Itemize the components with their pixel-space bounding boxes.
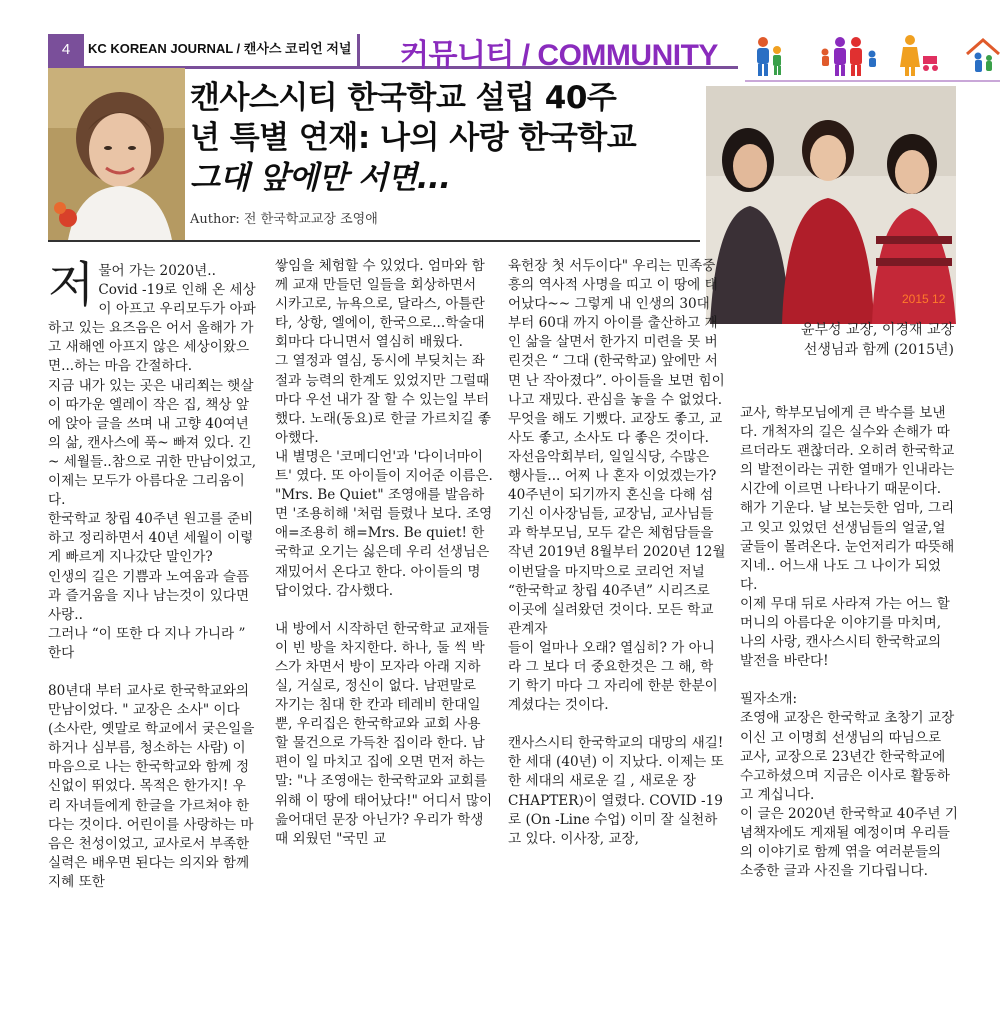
paragraph: 육헌장 첫 서두이다" 우리는 민족중흥의 역사적 사명을 띠고 이 땅에 태어났다~~ 그렇게 내 인생의 30대 부터 60대 까지 아이를 출산하고 개인 삶을 살면서 한가지 미련을 못 버린것은 “ 그대 (한국학교) 앞에만 서면 난 작아졌다”. 아이들을 보면 힘이 나고 재밌다. 관심을 놓을 수 없었다. 무엇을 해도 기뻤다. 교장도 좋고, 교사도 좋고, 소사도 다 좋은 것이다. 자선음악회부터, 일일식당, 수많은 행사들... 어찌 나 혼자 이었겠는가? [508, 258, 725, 485]
title-line-3: 그대 앞에만 서면... [190, 160, 451, 196]
paragraph: 쌓임을 체험할 수 있었다. 엄마와 함께 교재 만들던 일들을 회상하면서 시카고로, 뉴욕으로, 달라스, 아틀란타, 상항, 엘에이, 한국으로...학술대회마다 다니면서 열심히 배웠다. [275, 258, 485, 351]
article-column-3 [508, 257, 726, 849]
title-line-2: 년 특별 연재: 나의 사랑 한국학교 [190, 120, 637, 156]
paragraph: 그러나 “이 또한 다 지나 가니라 ” 한다 [48, 625, 246, 661]
group-photo-image [706, 86, 956, 324]
author-portrait-image [48, 68, 185, 240]
family-icon [757, 35, 999, 76]
photo-caption [706, 320, 954, 360]
article-author: Author: 전 한국학교교장 조영애 [190, 212, 378, 227]
author-portrait [48, 68, 185, 240]
bio-heading: 필자소개: [740, 691, 798, 708]
article-column-2 [275, 257, 493, 849]
paragraph: 지금 내가 있는 곳은 내리쬐는 햇살이 따가운 엘레이 작은 집, 책상 앞에 앉아 글을 쓰며 내 고향 40여년의 삶, 캔사스에 푹~ 빠져 있다. 긴~ 세월들..참으로 귀한 만남이었고, 이제는 모두가 아름다운 그리움이다. [48, 377, 257, 509]
header-divider [357, 34, 360, 68]
group-photo [706, 86, 956, 324]
drop-cap: 저 [48, 257, 95, 313]
title-rule [48, 240, 700, 242]
paragraph: 들이 얼마나 오래? 열심히? 가 아니라 그 보다 더 중요한것은 그 해, 학기 학기 마다 그 자리에 한분 한분이 계셨다는 것이다. [508, 639, 718, 714]
paragraph-gap [508, 715, 726, 734]
paragraph: 교사, 학부모님에게 큰 박수를 보낸다. 개척자의 길은 실수와 손해가 따르더라도 괜찮더라. 오히려 한국학교의 발전이라는 귀한 열매가 인내라는 시간에 이르면 나타나기 때문이다. 해가 기운다. 날 보는듯한 엄마, 그리고 잊고 있었던 선생님들의 얼굴,얼굴들이 몰려온다. 눈언저리가 따뜻해 지네.. 어느새 나도 그 나이가 되었다. [740, 405, 955, 593]
paragraph-gap [740, 671, 958, 690]
paragraph: 한국학교 창립 40주년 원고를 준비하고 정리하면서 40년 세월이 이렇게 빠르게 지나갔단 말인가? [48, 511, 254, 566]
paragraph: 조영애 교장은 한국학교 초창기 교장이신 고 이명희 선생님의 따님으로 교사, 교장으로 23년간 한국학교에 수고하셨으며 지금은 이사로 활동하고 계십니다. [740, 710, 955, 803]
paragraph: 80년대 부터 교사로 한국학교와의 만남이었다. " 교장은 소사" 이다 (소사란, 옛말로 학교에서 궂은일을 하거나 심부름, 청소하는 사람) 이 마음으로 나는 한국학교와 함께 정신없이 뛰었다. 목적은 한가지! 우리 자녀들에게 한글을 가르쳐야 한다는 것이다. 어린이를 사랑하는 마음은 천성이었고, 교사로서 부족한 실력은 배우면 된다는 의지와 함께 지혜 또한 [48, 682, 255, 890]
paragraph: 이제 무대 뒤로 사라져 가는 어느 할머니의 아름다운 이야기를 마치며, 나의 사랑, 캔사스시티 한국학교의 발전을 바란다! [740, 595, 950, 670]
family-icon-banner [745, 30, 1000, 82]
article-column-4 [740, 404, 958, 881]
paragraph: 그 열정과 열심, 동시에 부딪치는 좌절과 능력의 한계도 있었지만 그럴때 마다 우선 내가 잘 할 수 있는일 부터 했다. 노래(동요)로 한글 가르치길 좋아했다. [275, 353, 492, 446]
title-line-1: 캔사스시티 한국학교 설립 40주 [190, 80, 617, 116]
article-title [190, 78, 710, 198]
paragraph: 내 별명은 '코메디언'과 '다이너마이트' 였다. 또 아이들이 지어준 이름은. "Mrs. Be Quiet" 조영애를 발음하면 '조용히해 '처럼 들렸나 보다. 조영애=조용히 해=Mrs. Be quiet! 한국학교 오기는 싫은데 우리 선생님은 재밌어서 온다고 한다. 아이들의 명답이었다. 감사했다. [275, 448, 493, 599]
section-title: 커뮤니티 / COMMUNITY [400, 39, 718, 72]
paragraph-gap [275, 601, 493, 620]
photo-date-stamp: 2015 12 [902, 292, 946, 306]
paragraph: 저물어 가는 2020년.. Covid -19로 인해 온 세상이 아프고 우리모두가 아파하고 있는 요즈음은 어서 올해가 가고 새해엔 아프지 않은 세상이왔으면...하는 마음 간절하다. [48, 257, 256, 375]
page-number: 4 [48, 34, 84, 66]
paragraph: 내 방에서 시작하던 한국학교 교재들이 빈 방을 차지한다. 하나, 둘 씩 박스가 차면서 방이 모자라 아래 지하실, 거실로, 정신이 없다. 남편말로 자기는 침대 한 칸과 테레비 한대일 뿐, 우리집은 한국학교와 교회 사용할 물건으로 가득찬 집이라 한다. 남편이 일 마치고 집에 오면 먼저 하는 말: "나 조영애는 한국학교와 교회를 위해 이 땅에 태어났다!" 어디서 많이 읊어대던 문장 아닌가? 우리가 학생 때 외웠던 "국민 교 [275, 620, 493, 847]
paragraph: 40주년이 되기까지 혼신을 다해 섬기신 이사장님들, 교장님, 교사님들과 학부모님, 모두 같은 체험담들을 작년 2019년 8월부터 2020년 12월 이번달을 마지막으로 코리언 저널 “한국학교 창립 40주년” 시리즈로 이곳에 실려왔던 것이다. 모든 학교 관계자 [508, 487, 726, 637]
paragraph-gap [48, 663, 258, 682]
paragraph: 인생의 길은 기쁨과 노여움과 슬픔과 즐거움을 지나 남는것이 있다면 사랑.. [48, 568, 250, 623]
photo-caption-line-1: 윤부성 교장, 이경재 교장 [800, 322, 954, 338]
paragraph: 캔사스시티 한국학교의 대망의 새길! 한 세대 (40년) 이 지났다. 이제는 또 한 세대의 새로운 길 , 새로운 장 CHAPTER)이 열렸다. COVID -19로 (On -Line 수업) 이미 잘 실천하고 있다. 이사장, 교장, [508, 735, 724, 847]
journal-title: KC KOREAN JOURNAL / 캔사스 코리언 저널 [88, 41, 352, 56]
paragraph: 이 글은 2020년 한국학교 40주년 기념책자에도 게재될 예정이며 우리들의 이야기로 함께 엮을 여러분들의 소중한 글과 사진을 기다립니다. [740, 805, 958, 880]
banner-rule [745, 80, 1000, 82]
article-column-1 [48, 257, 258, 892]
photo-caption-line-2: 선생님과 함께 (2015년) [803, 342, 954, 358]
